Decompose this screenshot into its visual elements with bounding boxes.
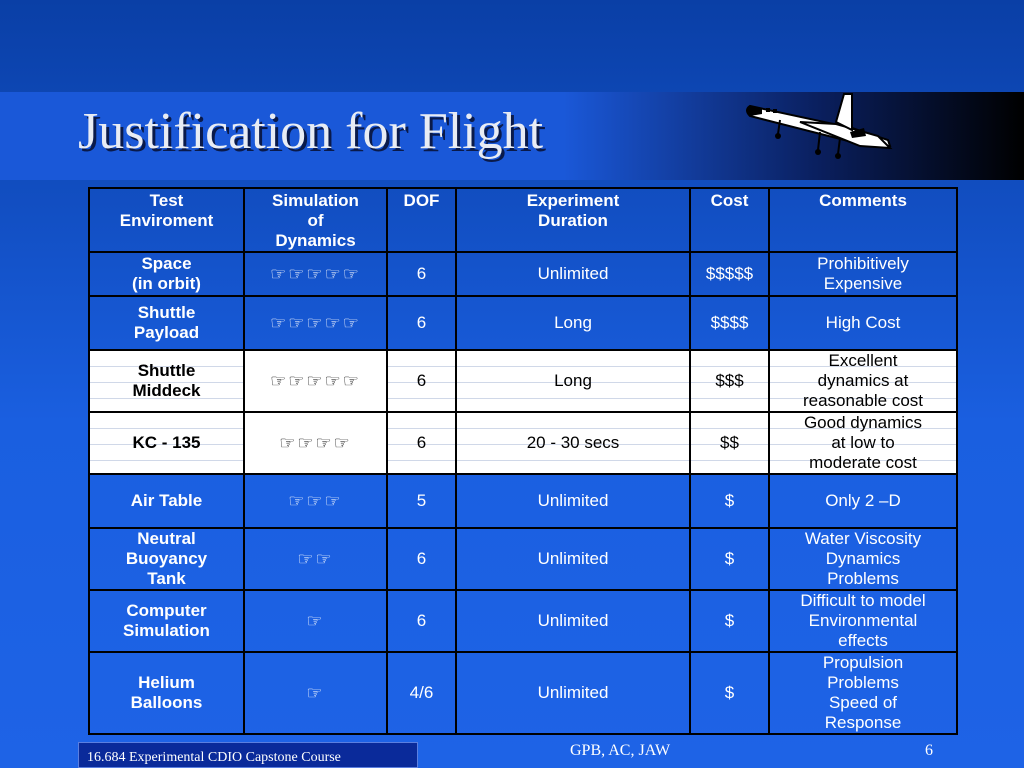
cost-cell: $$$$	[690, 296, 769, 350]
slide-title: Justification for Flight	[78, 103, 544, 160]
cost-cell: $$$$$	[690, 252, 769, 296]
duration-cell: Long	[456, 296, 690, 350]
duration-cell: Long	[456, 350, 690, 412]
table-row	[89, 474, 957, 528]
dof-cell: 4/6	[387, 652, 456, 734]
header-cell: DOF	[387, 188, 456, 252]
cost-cell: $	[690, 652, 769, 734]
thumbs-up-icon: ☞☞	[244, 528, 387, 590]
environment-cell: Air Table	[89, 474, 244, 528]
comments-cell: Only 2 –D	[769, 474, 957, 528]
thumbs-up-icon: ☞☞☞	[244, 474, 387, 528]
thumbs-up-icon: ☞☞☞☞☞	[244, 296, 387, 350]
cost-cell: $$	[690, 412, 769, 474]
duration-cell: Unlimited	[456, 652, 690, 734]
environment-cell: Helium Balloons	[89, 652, 244, 734]
duration-cell: Unlimited	[456, 474, 690, 528]
table-header-row	[89, 188, 957, 252]
environment-cell: Shuttle Middeck	[89, 350, 244, 412]
dof-cell: 6	[387, 252, 456, 296]
space-shuttle-icon	[740, 88, 900, 168]
duration-cell: Unlimited	[456, 590, 690, 652]
cost-cell: $	[690, 528, 769, 590]
comments-cell: Prohibitively Expensive	[769, 252, 957, 296]
thumbs-up-icon: ☞	[244, 652, 387, 734]
cost-cell: $	[690, 474, 769, 528]
table-row	[89, 350, 957, 412]
thumbs-up-icon: ☞☞☞☞☞	[244, 252, 387, 296]
table-row	[89, 252, 957, 296]
comments-cell: Propulsion Problems Speed of Response	[769, 652, 957, 734]
authors-footer: GPB, AC, JAW	[570, 742, 671, 759]
thumbs-up-icon: ☞☞☞☞☞	[244, 350, 387, 412]
environment-cell: Neutral Buoyancy Tank	[89, 528, 244, 590]
header-cell: Comments	[769, 188, 957, 252]
environment-cell: Computer Simulation	[89, 590, 244, 652]
comments-cell: Excellent dynamics at reasonable cost	[769, 350, 957, 412]
table-row	[89, 590, 957, 652]
table-row	[89, 296, 957, 350]
header-cell: Cost	[690, 188, 769, 252]
dof-cell: 6	[387, 350, 456, 412]
thumbs-up-icon: ☞☞☞☞	[244, 412, 387, 474]
environment-cell: Shuttle Payload	[89, 296, 244, 350]
cost-cell: $$$	[690, 350, 769, 412]
comments-cell: Water Viscosity Dynamics Problems	[769, 528, 957, 590]
table-row	[89, 412, 957, 474]
table-row	[89, 652, 957, 734]
flight-justification-table	[88, 187, 958, 735]
dof-cell: 5	[387, 474, 456, 528]
comments-cell: High Cost	[769, 296, 957, 350]
dof-cell: 6	[387, 590, 456, 652]
header-cell: Simulation of Dynamics	[244, 188, 387, 252]
environment-cell: KC - 135	[89, 412, 244, 474]
table-row	[89, 528, 957, 590]
environment-cell: Space (in orbit)	[89, 252, 244, 296]
dof-cell: 6	[387, 296, 456, 350]
duration-cell: Unlimited	[456, 252, 690, 296]
duration-cell: 20 - 30 secs	[456, 412, 690, 474]
dof-cell: 6	[387, 412, 456, 474]
header-cell: Test Enviroment	[89, 188, 244, 252]
dof-cell: 6	[387, 528, 456, 590]
thumbs-up-icon: ☞	[244, 590, 387, 652]
duration-cell: Unlimited	[456, 528, 690, 590]
header-cell: Experiment Duration	[456, 188, 690, 252]
course-footer: 16.684 Experimental CDIO Capstone Course	[78, 742, 418, 768]
comments-cell: Good dynamics at low to moderate cost	[769, 412, 957, 474]
cost-cell: $	[690, 590, 769, 652]
comments-cell: Difficult to model Environmental effects	[769, 590, 957, 652]
page-number: 6	[925, 742, 933, 759]
